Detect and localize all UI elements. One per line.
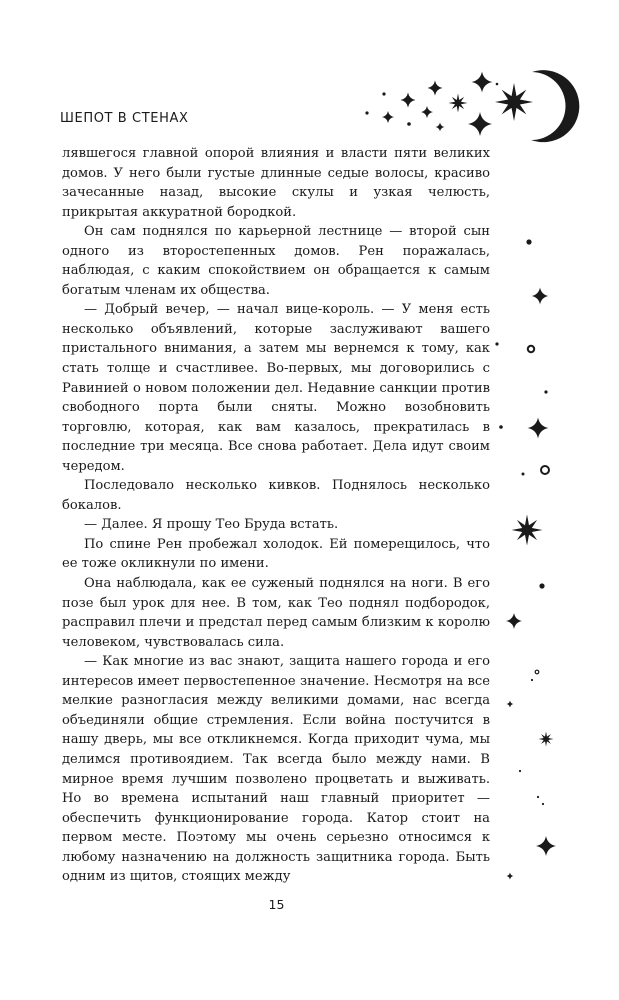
ring-icon — [535, 670, 539, 674]
sparkle-star-icon — [506, 613, 522, 629]
sparkle-star-icon — [512, 515, 543, 546]
dot-icon — [499, 425, 503, 429]
paragraph: По спине Рен пробежал холодок. Ей померещилось, что ее тоже окликнули по имени. — [62, 536, 490, 572]
sparkle-star-icon — [382, 111, 394, 123]
sparkle-star-icon — [507, 701, 514, 708]
dot-icon — [526, 239, 531, 244]
dot-icon — [496, 83, 499, 86]
dot-icon — [365, 111, 368, 114]
paragraph: — Далее. Я прошу Тео Бруда встать. — [84, 517, 339, 533]
dot-icon — [407, 122, 411, 126]
paragraph: Он сам поднялся по карьерной лестнице — второй сын одного из второстепенных домов. Рен поражалась, наблюдая, с каким спокойствием он обращается к самым богатым членам их общества. — [62, 224, 490, 298]
sparkle-star-icon — [428, 81, 443, 96]
dot-icon — [537, 796, 539, 798]
ring-icon — [528, 346, 534, 352]
dot-icon — [542, 803, 544, 805]
paragraph: лявшегося главной опорой влияния и власти пяти великих домов. У него были густые длинные седые волосы, красиво зачесанные назад, высокие скулы и узкая челюсть, прикрытая аккуратной бородкой. — [62, 146, 490, 220]
sparkle-star-icon — [472, 72, 493, 93]
paragraph: Она наблюдала, как ее суженый поднялся на ноги. В его позе был урок для нее. В том, как Тео поднял подбородок, расправил плечи и предстал перед самым близким к королю человеком, чувствовалась сила. — [62, 576, 490, 650]
paragraph: — Добрый вечер, — начал вице-король. — У меня есть несколько объявлений, которые заслуживают вашего пристального внимания, а затем мы вернемся к тому, как стать толще и счастливее. Во-первых, мы договорились с Равинией о новом положении дел. Недавние санкции против свободного порта были сняты. Можно возобновить торговлю, которая, как вам казалось, прекратилась в последние три месяца. Все снова работает. Дела идут своим чередом. — [62, 302, 490, 474]
sparkle-star-icon — [532, 288, 549, 305]
dot-icon — [539, 583, 544, 588]
sparkle-star-icon — [539, 732, 554, 747]
sparkle-star-icon — [536, 836, 556, 856]
sparkle-star-icon — [507, 873, 514, 880]
crescent-moon-icon — [531, 70, 579, 142]
sparkle-star-icon — [436, 123, 445, 132]
sparkle-star-icon — [421, 106, 433, 118]
dot-icon — [519, 770, 521, 772]
page-number: 15 — [268, 897, 285, 912]
sparkle-star-icon — [449, 94, 468, 113]
sparkle-star-icon — [528, 418, 549, 439]
sparkle-star-icon — [401, 93, 416, 108]
dot-icon — [544, 390, 547, 393]
running-title: ШЕПОТ В СТЕНАХ — [60, 111, 189, 126]
sparkle-star-icon — [495, 83, 533, 121]
dot-icon — [522, 473, 525, 476]
dot-icon — [495, 342, 498, 345]
ring-icon — [541, 466, 549, 474]
body-text — [62, 144, 490, 887]
dot-icon — [531, 679, 533, 681]
sparkle-star-icon — [468, 112, 492, 136]
paragraph: — Как многие из вас знают, защита нашего города и его интересов имеет первостепенное значение. Несмотря на все мелкие разногласия между великими домами, нас всегда объединяли общие стремления. Если война постучится в нашу дверь, мы все откликнемся. Когда приходит чума, мы делимся противоядием. Так всегда было между нами. В мирное время лучшим позволено процветать и выживать. Но во времена испытаний наш главный приоритет — обеспечить функционирование города. Катор стоит на первом месте. Поэтому мы очень серьезно относимся к любому назначению на должность защитника города. Быть одним из щитов, стоящих между — [62, 654, 490, 885]
dot-icon — [382, 92, 385, 95]
paragraph: Последовало несколько кивков. Поднялось несколько бокалов. — [62, 478, 490, 513]
